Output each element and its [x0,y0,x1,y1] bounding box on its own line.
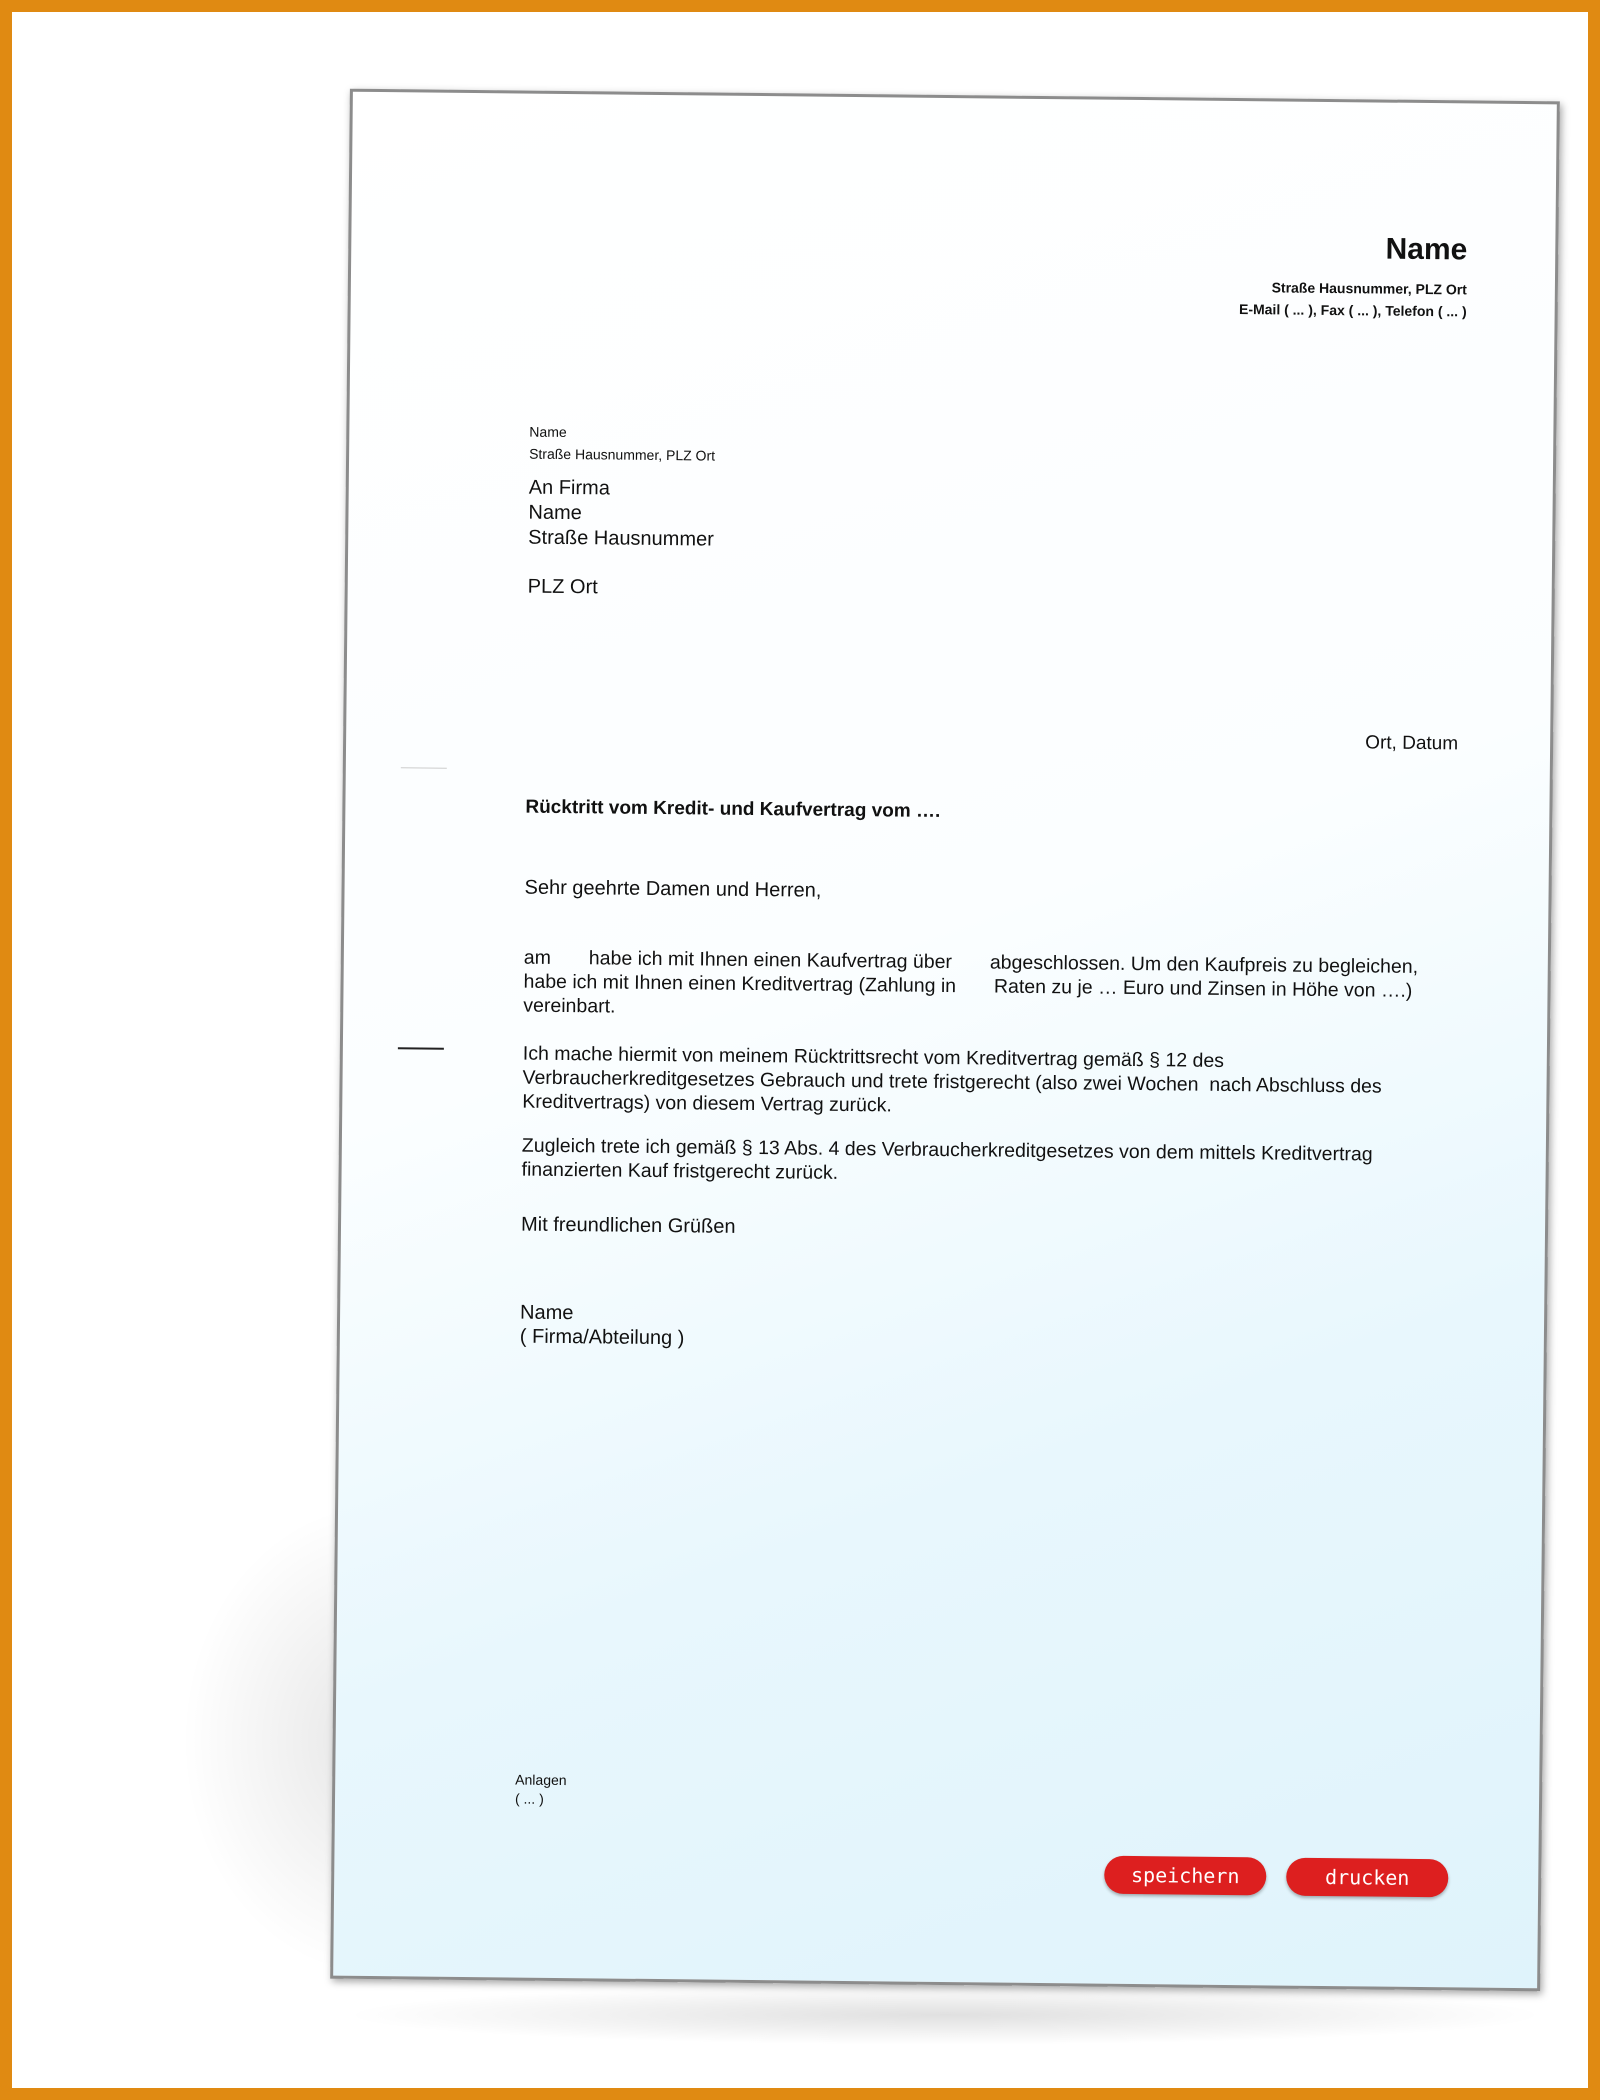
letter-subject: Rücktritt vom Kredit- und Kaufvertrag vom …. [525,796,941,822]
paper-shadow-bottom [340,1985,1550,2045]
sender-contact: E-Mail ( ... ), Fax ( ... ), Telefon ( ... ) [1238,301,1467,320]
return-address-line: Straße Hausnummer, PLZ Ort [529,445,716,464]
recipient-company: An Firma [528,476,610,500]
sender-address: Straße Hausnummer, PLZ Ort [1271,279,1467,298]
save-button[interactable]: speichern [1104,1856,1266,1896]
return-address-name: Name [529,423,567,441]
body-paragraph-1: am habe ich mit Ihnen einen Kaufvertrag über abgeschlossen. Um den Kaufpreis zu begleichen, habe ich mit Ihnen einen Kreditvertrag (Zahlung in Raten zu je … Euro und Zinsen in Höhe von ….) vereinbart. [523,946,1419,1018]
sender-name: Name [1385,232,1468,267]
letter-page [330,89,1560,1992]
signature-department: ( Firma/Abteilung ) [519,1325,685,1350]
body-paragraph-2: Ich mache hiermit von meinem Rücktrittsrecht vom Kreditvertrag gemäß § 12 des Verbraucherkreditgesetzes Gebrauch und trete fristgerecht (also zwei Wochen nach Abschluss des Kreditvertrags) von diesem Vertrag zurück. [522,1042,1382,1117]
recipient-name: Name [528,501,582,525]
fold-mark-middle [398,1047,444,1049]
print-button[interactable]: drucken [1286,1858,1448,1898]
fold-mark-top [401,767,447,768]
letter-closing: Mit freundlichen Grüßen [520,1213,736,1238]
attachments-label: Anlagen [515,1771,567,1789]
recipient-city: PLZ Ort [527,575,598,599]
signature-name: Name [520,1301,574,1325]
letter-greeting: Sehr geehrte Damen und Herren, [524,876,822,902]
recipient-street: Straße Hausnummer [528,526,714,551]
body-paragraph-3: Zugleich trete ich gemäß § 13 Abs. 4 des Verbraucherkreditgesetzes von dem mittels Kreditvertrag finanzierten Kauf fristgerecht zurück. [521,1134,1373,1184]
letter-date: Ort, Datum [1365,732,1459,755]
attachments-value: ( ... ) [514,1790,544,1807]
